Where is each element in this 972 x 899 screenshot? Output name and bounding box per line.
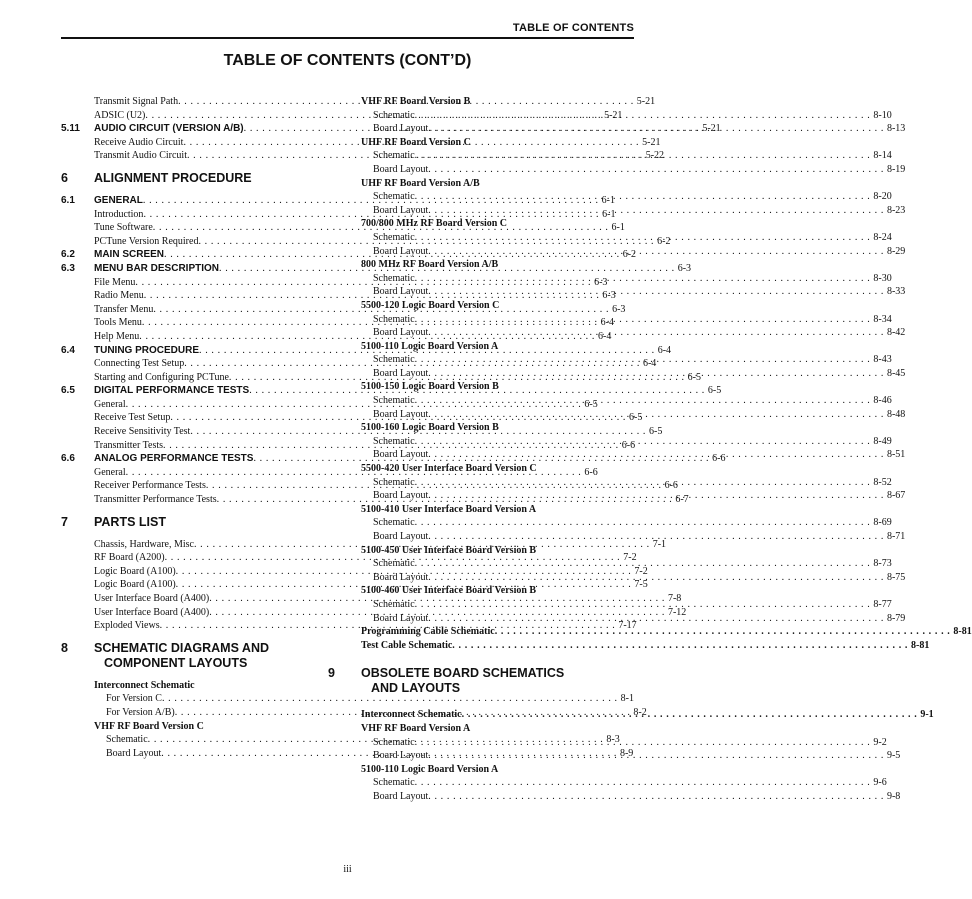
toc-entry[interactable] <box>361 177 634 191</box>
leader-dots <box>428 408 884 422</box>
entry-title: Starting and Configuring PCTune <box>94 371 229 383</box>
entry-title: Logic Board (A100) <box>94 579 176 591</box>
entry-title: AUDIO CIRCUIT (VERSION A/B) <box>94 123 244 135</box>
page-ref: 8-23 <box>886 204 906 216</box>
entry-title: 5500-120 Logic Board Version C <box>361 299 500 311</box>
page-ref: 9-8 <box>886 790 901 802</box>
entry-title: Schematic <box>373 272 415 284</box>
page-ref: 8-30 <box>873 272 892 284</box>
entry-title: 5100-150 Logic Board Version B <box>361 381 499 393</box>
chapter-title-line-2: COMPONENT LAYOUTS <box>104 655 248 670</box>
page-ref: 8-19 <box>886 163 906 175</box>
page-ref: 8-46 <box>873 395 892 407</box>
section-number: 6.1 <box>61 194 75 206</box>
leader-dots <box>415 149 871 163</box>
page-ref: 7-8 <box>667 593 682 604</box>
leader-dots <box>428 749 884 763</box>
chapter-title <box>94 641 334 671</box>
entry-title: Board Layout <box>373 204 429 216</box>
toc-entry[interactable] <box>361 258 634 272</box>
entry-title: Transmit Signal Path <box>94 96 179 107</box>
toc-entry[interactable] <box>361 313 892 327</box>
entry-title: Board Layout <box>373 750 429 762</box>
entry-title: RF Board (A200) <box>94 552 165 564</box>
page-ref: 8-1 <box>620 693 634 705</box>
entry-title: General <box>94 466 126 478</box>
entry-title: Board Layout <box>373 245 429 257</box>
page-ref: 6-4 <box>657 344 672 356</box>
leader-dots <box>428 285 884 299</box>
leader-dots <box>415 272 871 286</box>
page-ref: 6-1 <box>611 222 625 234</box>
chapter-9-heading[interactable] <box>328 666 634 696</box>
chapter-title <box>361 666 634 696</box>
entry-title: Schematic <box>373 354 415 366</box>
entry-title: ANALOG PERFORMANCE TESTS <box>94 453 254 465</box>
leader-dots <box>428 530 884 544</box>
section-number: 6.5 <box>61 385 75 397</box>
leader-dots <box>428 571 884 585</box>
toc-entry[interactable] <box>361 749 901 763</box>
page-ref: 6-4 <box>642 358 657 370</box>
leader-dots <box>428 790 884 804</box>
page-ref: 6-3 <box>602 290 616 302</box>
entry-title: Board Layout <box>373 571 429 583</box>
entry-title: VHF RF Board Version A <box>361 722 471 734</box>
page-ref: 8-13 <box>886 123 906 135</box>
entry-title: DIGITAL PERFORMANCE TESTS <box>94 385 250 397</box>
chapter-number: 9 <box>328 666 335 681</box>
toc-entry[interactable] <box>61 733 620 747</box>
entry-title: UHF RF Board Version C <box>361 136 471 148</box>
page-ref: 7-2 <box>623 552 637 564</box>
entry-title: Board Layout <box>373 490 429 502</box>
page-ref: 8-3 <box>606 734 620 746</box>
entry-title: Transmitter Tests <box>94 439 164 451</box>
page-ref: 7-2 <box>634 565 648 577</box>
leader-dots <box>415 435 871 449</box>
entry-title: For Version A/B) <box>106 706 175 718</box>
entry-title: ADSIC (U2) <box>94 109 146 121</box>
toc-entry[interactable] <box>361 285 906 299</box>
leader-dots <box>428 163 884 177</box>
page-ref: 8-14 <box>873 150 892 162</box>
leader-dots <box>428 245 884 259</box>
entry-title: MENU BAR DESCRIPTION <box>94 262 220 274</box>
entry-title: MAIN SCREEN <box>94 249 165 261</box>
section-number: 6.3 <box>61 262 75 274</box>
page-ref: 8-81 <box>953 626 972 638</box>
page-ref: 8-75 <box>886 571 906 583</box>
entry-title: File Menu <box>94 276 136 288</box>
toc-entry[interactable] <box>361 136 634 150</box>
entry-title: GENERAL <box>94 194 143 206</box>
leader-dots <box>415 557 871 571</box>
entry-title: Schematic <box>373 517 415 529</box>
page-ref: 8-20 <box>873 191 892 203</box>
chapter-number: 6 <box>61 170 68 185</box>
section-number: 6.4 <box>61 344 75 356</box>
page-ref: 9-2 <box>873 736 887 748</box>
entry-title: Introduction <box>94 208 144 220</box>
leader-dots <box>415 231 871 245</box>
entry-title: Transfer Menu <box>94 303 154 315</box>
entry-title: Schematic <box>373 231 415 243</box>
chapter-7-heading[interactable] <box>61 515 334 530</box>
page-ref: 8-51 <box>886 449 906 461</box>
toc-entry[interactable] <box>361 299 634 313</box>
toc-entry[interactable] <box>361 776 887 790</box>
page-ref: 6-3 <box>677 262 692 274</box>
entry-title: Schematic <box>373 476 415 488</box>
page-ref: 7-17 <box>618 620 637 632</box>
entry-title: Radio Menu <box>94 290 144 302</box>
leader-dots <box>495 625 951 639</box>
entry-title: Board Layout <box>373 408 429 420</box>
entry-title: Schematic <box>373 736 415 748</box>
entry-title: Logic Board (A100) <box>94 565 176 577</box>
entry-title: Test Cable Schematic <box>361 639 453 651</box>
toc-entry[interactable] <box>361 340 634 354</box>
chapter-title-line-1: SCHEMATIC DIAGRAMS AND <box>94 640 269 655</box>
page-ref: 8-71 <box>886 531 906 542</box>
leader-dots <box>428 204 884 218</box>
toc-entry[interactable] <box>361 736 887 750</box>
toc-entry[interactable] <box>361 489 906 503</box>
toc-entry[interactable] <box>361 722 634 736</box>
leader-dots <box>415 394 871 408</box>
entry-title: Schematic <box>373 313 415 325</box>
entry-title: Schematic <box>373 395 415 407</box>
entry-title: Tune Software <box>94 222 153 234</box>
chapter-title-line-2: AND LAYOUTS <box>371 681 461 696</box>
entry-title: VHF RF Board Version C <box>94 720 204 732</box>
leader-dots <box>428 367 884 381</box>
page-ref: 8-9 <box>619 747 634 759</box>
chapter-number: 8 <box>61 640 68 655</box>
toc-entry[interactable] <box>361 544 634 558</box>
entry-title: 5100-160 Logic Board Version B <box>361 422 499 434</box>
entry-title: Board Layout <box>373 286 429 298</box>
entry-title: Board Layout <box>373 327 429 339</box>
leader-dots <box>415 776 871 790</box>
page-ref: 6-5 <box>707 385 722 397</box>
toc-entry[interactable] <box>361 584 634 598</box>
chapter-8-heading[interactable] <box>61 641 334 671</box>
page-ref: 7-5 <box>634 579 648 591</box>
toc-entry[interactable] <box>361 462 634 476</box>
entry-title: 5100-110 Logic Board Version A <box>361 340 499 352</box>
page-ref: 9-5 <box>886 750 901 762</box>
page-ref: 6-6 <box>664 480 678 492</box>
entry-title: Receive Audio Circuit <box>94 136 184 148</box>
page-ref: 8-10 <box>873 109 892 121</box>
entry-title: User Interface Board (A400) <box>94 593 210 604</box>
page-ref: 8-43 <box>873 354 892 366</box>
page-ref: 8-2 <box>633 706 647 718</box>
page-ref: 8-24 <box>873 231 892 243</box>
entry-title: User Interface Board (A400) <box>94 606 210 618</box>
page-ref: 8-79 <box>886 612 906 624</box>
entry-title: Schematic <box>373 558 415 570</box>
page-ref: 6-5 <box>649 426 663 438</box>
leader-dots <box>415 516 871 530</box>
entry-title: Transmit Audio Circuit <box>94 150 187 162</box>
chapter-title-line-1: OBSOLETE BOARD SCHEMATICS <box>361 666 565 681</box>
entry-title: VHF RF Board Version B <box>361 96 471 107</box>
toc-entry[interactable] <box>361 163 906 177</box>
leader-dots <box>415 598 871 612</box>
page-ref: 6-1 <box>602 208 616 220</box>
page-ref: 5-22 <box>645 150 665 162</box>
chapter-6-heading[interactable] <box>61 171 334 186</box>
entry-title: Receive Test Setup <box>94 412 171 424</box>
page-ref: 5-21 <box>636 96 656 107</box>
leader-dots <box>415 109 871 123</box>
page-ref: 6-3 <box>594 276 608 288</box>
page-ref: 5-21 <box>604 109 623 121</box>
toc-entry[interactable] <box>61 692 634 706</box>
page-ref: 8-34 <box>873 313 892 325</box>
chapter-title: PARTS LIST <box>94 514 166 529</box>
entry-title: 5100-110 Logic Board Version A <box>361 763 499 775</box>
page-ref: 8-77 <box>873 598 892 610</box>
toc-entry[interactable] <box>361 95 634 109</box>
page-title: TABLE OF CONTENTS (CONT’D) <box>223 52 472 69</box>
leader-dots <box>452 639 908 653</box>
page-ref: 9-6 <box>873 777 887 789</box>
toc-entry[interactable] <box>361 217 634 231</box>
page-ref: 8-29 <box>886 245 906 257</box>
toc-entry[interactable] <box>361 109 892 123</box>
leader-dots <box>415 476 871 490</box>
page-ref: 8-49 <box>873 435 892 447</box>
leader-dots <box>415 190 871 204</box>
entry-title: Interconnect Schematic <box>361 709 462 721</box>
entry-title: Receive Sensitivity Test <box>94 426 191 438</box>
page-ref: 7-1 <box>652 538 667 550</box>
page-ref: 6-1 <box>601 194 615 206</box>
page-ref: 6-2 <box>622 249 637 261</box>
entry-title: UHF RF Board Version A/B <box>361 177 480 189</box>
leader-dots <box>462 708 918 722</box>
page-ref: 6-7 <box>675 494 689 506</box>
leader-dots <box>415 353 871 367</box>
entry-title: 5500-420 User Interface Board Version C <box>361 463 537 475</box>
page-ref: 5-21 <box>642 136 661 148</box>
page-ref: 8-67 <box>886 490 906 502</box>
page-ref: 6-4 <box>597 330 612 342</box>
page-ref: 8-33 <box>886 286 906 298</box>
entry-title: Connecting Test Setup <box>94 358 185 370</box>
page-ref: 6-4 <box>600 317 614 329</box>
toc-entry[interactable] <box>361 530 906 544</box>
page-ref: 6-3 <box>612 303 626 315</box>
toc-entry[interactable] <box>361 516 892 530</box>
entry-title: Chassis, Hardware, Misc <box>94 538 194 550</box>
entry-title: Board Layout <box>373 790 429 802</box>
toc-entry[interactable] <box>361 272 892 286</box>
entry-title: Schematic <box>373 598 415 610</box>
entry-title: Interconnect Schematic <box>94 679 195 691</box>
page-ref: 6-5 <box>629 412 643 424</box>
toc-entry[interactable] <box>361 763 634 777</box>
page-ref: 8-69 <box>873 517 892 529</box>
page-ref: 6-2 <box>657 235 671 247</box>
entry-title: Schematic <box>373 150 415 162</box>
entry-title: Transmitter Performance Tests <box>94 494 217 506</box>
toc-entry[interactable] <box>361 326 906 340</box>
page-ref: 9-1 <box>920 709 934 721</box>
page-ref: 7-12 <box>667 606 687 618</box>
entry-title: Exploded Views <box>94 620 160 632</box>
page-ref: 8-48 <box>886 408 906 420</box>
entry-title: Schematic <box>106 734 148 746</box>
page-ref: 8-52 <box>873 476 892 488</box>
entry-title: Schematic <box>373 777 415 789</box>
header-rule <box>61 37 634 39</box>
section-number: 5.11 <box>61 123 80 135</box>
toc-entry[interactable] <box>361 435 892 449</box>
page-ref: 6-6 <box>584 466 598 478</box>
toc-entry[interactable] <box>61 679 334 693</box>
page-ref: 8-42 <box>886 327 906 339</box>
entry-title: Board Layout <box>373 449 429 461</box>
entry-title: General <box>94 398 126 410</box>
entry-title: Board Layout <box>373 612 429 624</box>
chapter-title: ALIGNMENT PROCEDURE <box>94 170 252 185</box>
entry-title: 5100-410 User Interface Board Version A <box>361 503 537 515</box>
page-ref: 8-81 <box>911 639 930 651</box>
page-ref: 6-5 <box>584 398 598 410</box>
page-ref: 6-5 <box>687 371 701 383</box>
entry-title: Schematic <box>373 191 415 203</box>
entry-title: 700/800 MHz RF Board Version C <box>361 218 508 230</box>
entry-title: 5100-450 User Interface Board Version B <box>361 544 537 556</box>
entry-title: Board Layout <box>373 531 429 542</box>
entry-title: Board Layout <box>106 747 162 759</box>
entry-title: Board Layout <box>373 123 429 135</box>
leader-dots <box>428 122 884 136</box>
entry-title: 800 MHz RF Board Version A/B <box>361 259 499 271</box>
toc-entry[interactable] <box>361 380 634 394</box>
leader-dots <box>415 736 871 750</box>
toc-entry[interactable] <box>361 190 892 204</box>
entry-title: PCTune Version Required <box>94 235 199 247</box>
page-ref: 8-73 <box>873 558 892 570</box>
entry-title: Tools Menu <box>94 317 142 329</box>
page-ref: 8-45 <box>886 367 906 379</box>
entry-title: Receiver Performance Tests <box>94 480 206 492</box>
entry-title: Programming Cable Schematic <box>361 626 495 638</box>
toc-entry[interactable] <box>361 790 901 804</box>
entry-title: Schematic <box>373 109 415 121</box>
toc-entry[interactable] <box>361 204 906 218</box>
page-number: iii <box>343 864 352 875</box>
entry-title: For Version C <box>106 693 162 705</box>
entry-title: Schematic <box>373 435 415 447</box>
page-ref: 5-21 <box>702 123 721 135</box>
toc-entry[interactable] <box>361 394 892 408</box>
entry-title: Help Menu <box>94 330 140 342</box>
section-number: 6.2 <box>61 249 75 261</box>
toc-entry[interactable] <box>361 503 634 517</box>
leader-dots <box>428 448 884 462</box>
toc-entry[interactable] <box>61 720 334 734</box>
entry-title: Board Layout <box>373 367 429 379</box>
page-ref: 6-6 <box>712 453 726 465</box>
leader-dots <box>428 612 884 626</box>
chapter-number: 7 <box>61 514 68 529</box>
running-head: TABLE OF CONTENTS <box>512 22 634 34</box>
entry-title: Board Layout <box>373 163 429 175</box>
toc-entry[interactable] <box>361 421 634 435</box>
leader-dots <box>428 326 884 340</box>
toc-entry[interactable] <box>361 245 906 259</box>
leader-dots <box>428 489 884 503</box>
page-ref: 6-6 <box>621 439 636 451</box>
toc-entry[interactable] <box>361 639 930 653</box>
entry-title: 5100-460 User Interface Board Version B <box>361 585 537 597</box>
toc-entry[interactable] <box>61 747 634 761</box>
leader-dots <box>415 313 871 327</box>
entry-title: TUNING PROCEDURE <box>94 344 200 356</box>
section-number: 6.6 <box>61 453 75 465</box>
